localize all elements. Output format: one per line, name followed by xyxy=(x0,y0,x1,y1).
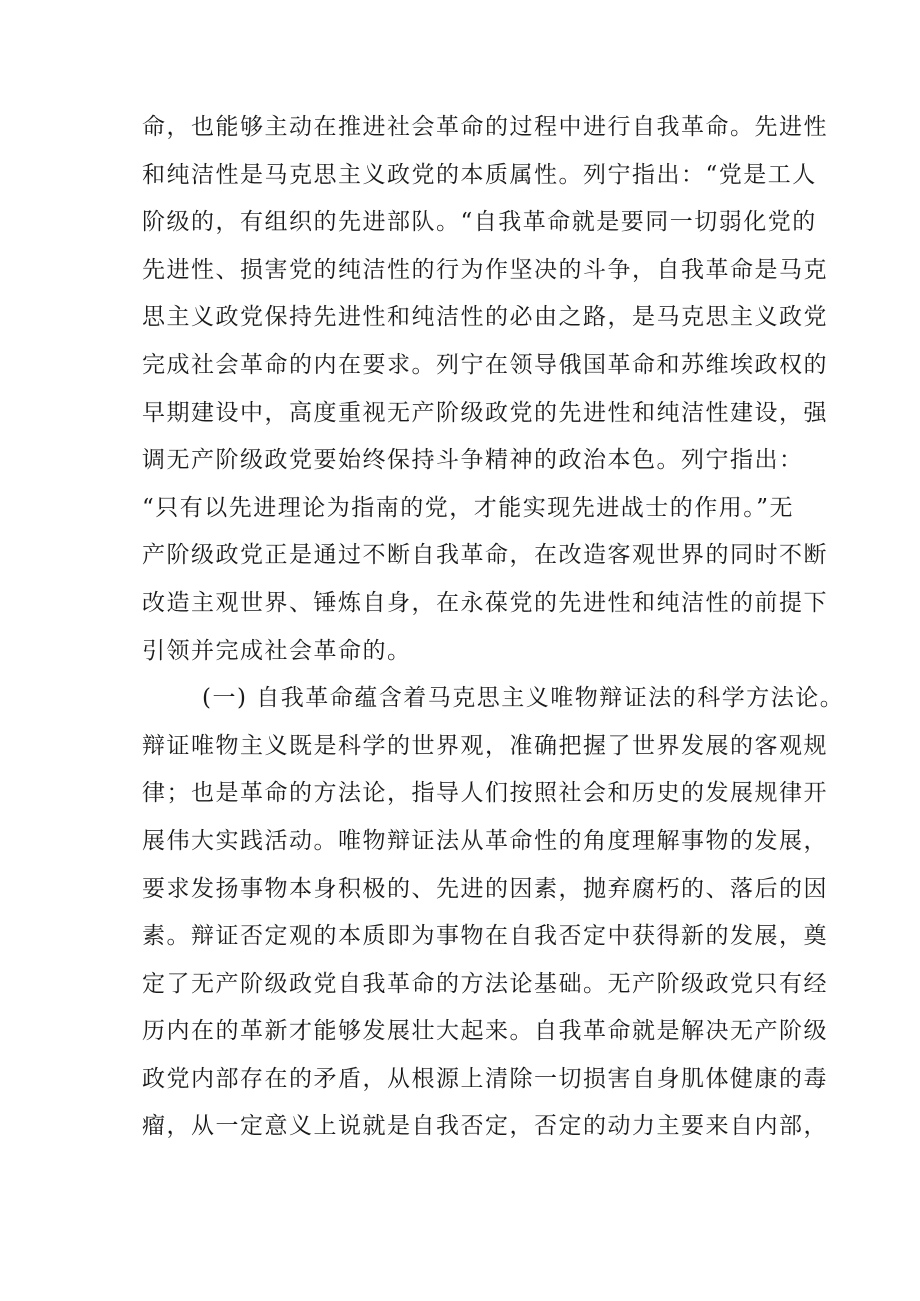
text-line: 律；也是革命的方法论，指导人们按照社会和历史的发展规律开 xyxy=(142,780,828,807)
text-line: 引领并完成社会革命的。 xyxy=(142,637,412,664)
text-line: 政党内部存在的矛盾，从根源上清除一切损害自身肌体健康的毒 xyxy=(142,1065,828,1092)
text-line: 完成社会革命的内在要求。列宁在领导俄国革命和苏维埃政权的 xyxy=(142,351,828,378)
text-line: 展伟大实践活动。唯物辩证法从革命性的角度理解事物的发展， xyxy=(142,827,828,854)
text-line: 调无产阶级政党要始终保持斗争精神的政治本色。列宁指出： xyxy=(142,447,804,474)
document-body xyxy=(142,104,845,1151)
text-line: 要求发扬事物本身积极的、先进的因素，抛弃腐朽的、落后的因 xyxy=(142,875,828,902)
text-line: “只有以先进理论为指南的党，才能实现先进战士的作用。”无 xyxy=(142,494,795,521)
text-line: 先进性、损害党的纯洁性的行为作坚决的斗争，自我革命是马克 xyxy=(142,256,828,283)
text-line: 阶级的，有组织的先进部队。“自我革命就是要同一切弱化党的 xyxy=(142,209,817,236)
section-heading-line: (一) 自我革命蕴含着马克思主义唯物辩证法的科学方法论。 xyxy=(202,685,845,712)
text-line: 历内在的革新才能够发展壮大起来。自我革命就是解决无产阶级 xyxy=(142,1018,828,1045)
text-line: 和纯洁性是马克思主义政党的本质属性。列宁指出：“党是工人 xyxy=(142,161,817,188)
text-line: 瘤，从一定意义上说就是自我否定，否定的动力主要来自内部， xyxy=(142,1113,828,1140)
text-line: 命，也能够主动在推进社会革命的过程中进行自我革命。先进性 xyxy=(142,114,828,140)
text-line: 思主义政党保持先进性和纯洁性的必由之路，是马克思主义政党 xyxy=(142,304,828,331)
text-line: 产阶级政党正是通过不断自我革命，在改造客观世界的同时不断 xyxy=(142,542,828,569)
text-line: 素。辩证否定观的本质即为事物在自我否定中获得新的发展，奠 xyxy=(142,923,828,950)
text-line: 早期建设中，高度重视无产阶级政党的先进性和纯洁性建设，强 xyxy=(142,399,828,426)
text-line: 辩证唯物主义既是科学的世界观，准确把握了世界发展的客观规 xyxy=(142,732,828,759)
text-line: 改造主观世界、锤炼自身，在永葆党的先进性和纯洁性的前提下 xyxy=(142,589,828,616)
text-line: 定了无产阶级政党自我革命的方法论基础。无产阶级政党只有经 xyxy=(142,970,828,997)
